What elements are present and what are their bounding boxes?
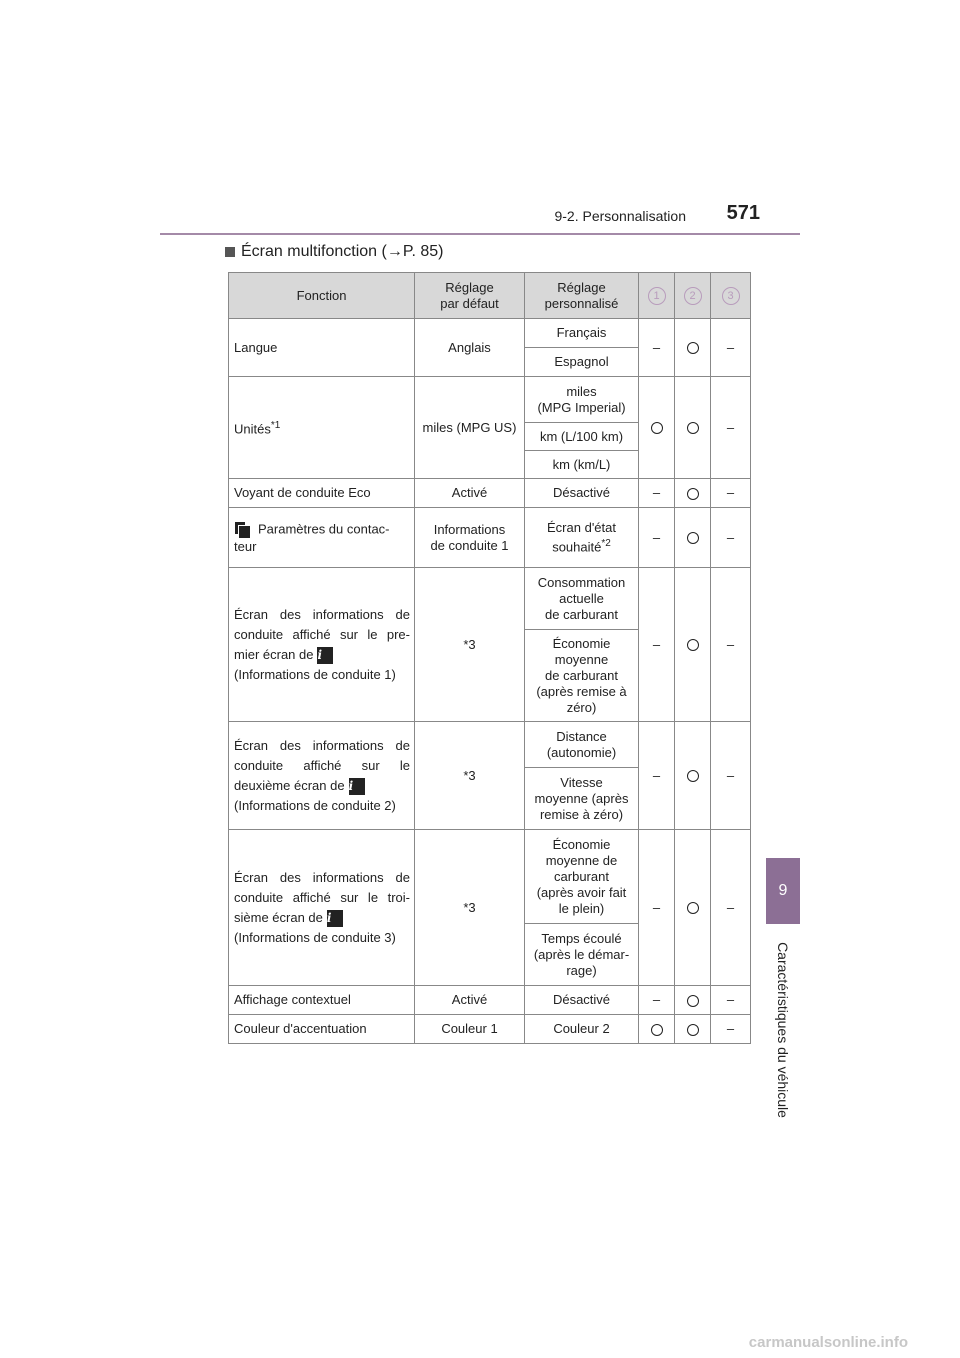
circle-mark-icon bbox=[687, 902, 699, 914]
mark-col-2 bbox=[675, 1015, 711, 1044]
header-col-1 bbox=[639, 273, 675, 319]
row-custom: Couleur 2 bbox=[525, 1015, 639, 1044]
circle-mark-icon bbox=[687, 995, 699, 1007]
info-icon: i bbox=[327, 910, 343, 927]
dash-mark: – bbox=[726, 992, 735, 1007]
chapter-label bbox=[768, 940, 798, 1120]
mark-col-2 bbox=[675, 508, 711, 568]
table-row bbox=[229, 986, 751, 1015]
circle-mark-icon bbox=[687, 422, 699, 434]
row-custom: Désactivé bbox=[525, 479, 639, 508]
function-text: Écran des informations de conduite affiché sur le deuxième écran de bbox=[234, 737, 410, 793]
row-custom: km (km/L) bbox=[525, 451, 639, 479]
circled-1-icon: 1 bbox=[648, 287, 666, 305]
row-default: Activé bbox=[415, 986, 525, 1015]
watermark bbox=[0, 1330, 960, 1358]
footnote-mark: *3 bbox=[463, 767, 476, 783]
mark-col-1 bbox=[639, 830, 675, 986]
circle-mark-icon bbox=[651, 1024, 663, 1036]
function-text: Écran des informations de conduite affiché sur le pre-mier écran de bbox=[234, 606, 410, 662]
footnote-mark: *3 bbox=[463, 636, 476, 652]
table-row bbox=[229, 479, 751, 508]
row-custom: miles (MPG Imperial) bbox=[525, 377, 639, 423]
row-default: Informations de conduite 1 bbox=[415, 508, 525, 568]
mark-col-3 bbox=[711, 722, 751, 830]
row-custom: Désactivé bbox=[525, 986, 639, 1015]
mark-col-2 bbox=[675, 722, 711, 830]
function-text: Écran des informations de conduite affiché sur le troi-sième écran de bbox=[234, 869, 410, 925]
header-section-title: 9-2. Personnalisation bbox=[554, 208, 686, 224]
header-function: Fonction bbox=[229, 273, 415, 319]
footnote-mark: *1 bbox=[270, 419, 281, 431]
dash-mark: – bbox=[726, 636, 735, 652]
row-default: Activé bbox=[415, 479, 525, 508]
row-function bbox=[229, 722, 415, 830]
mark-col-3 bbox=[711, 986, 751, 1015]
header-custom: Réglage personnalisé bbox=[525, 273, 639, 319]
mark-col-3 bbox=[711, 508, 751, 568]
custom-text: Écran d'état souhaité bbox=[547, 519, 616, 555]
circle-mark-icon bbox=[651, 422, 663, 434]
table-row bbox=[229, 722, 751, 768]
header-default: Réglage par défaut bbox=[415, 273, 525, 319]
table-row bbox=[229, 377, 751, 423]
info-icon: i bbox=[317, 647, 333, 664]
row-custom: Français bbox=[525, 319, 639, 348]
chapter-label-text: Caractéristiques du véhicule bbox=[775, 942, 791, 1118]
section-title-text: Écran multifonction (→P. 85) bbox=[241, 243, 444, 260]
row-default bbox=[415, 568, 525, 722]
row-default: miles (MPG US) bbox=[415, 377, 525, 479]
mark-col-1 bbox=[639, 722, 675, 830]
function-text: Paramètres du contac- teur bbox=[234, 520, 390, 554]
row-function bbox=[229, 568, 415, 722]
circle-mark-icon bbox=[687, 639, 699, 651]
dash-mark: – bbox=[652, 529, 661, 545]
row-default bbox=[415, 722, 525, 830]
mark-col-1 bbox=[639, 1015, 675, 1044]
dash-mark: – bbox=[652, 767, 661, 783]
mark-col-1 bbox=[639, 508, 675, 568]
mark-col-3 bbox=[711, 1015, 751, 1044]
row-custom: Vitesse moyenne (après remise à zéro) bbox=[525, 768, 639, 830]
header-rule bbox=[160, 233, 800, 235]
section-heading bbox=[225, 243, 443, 261]
row-function bbox=[229, 377, 415, 479]
row-function bbox=[229, 830, 415, 986]
dash-mark: – bbox=[726, 529, 735, 545]
mark-col-2 bbox=[675, 319, 711, 377]
dash-mark: – bbox=[726, 419, 735, 435]
circle-mark-icon bbox=[687, 532, 699, 544]
dash-mark: – bbox=[652, 636, 661, 652]
table-row bbox=[229, 830, 751, 924]
function-subtext: (Informations de conduite 1) bbox=[234, 666, 396, 682]
circle-mark-icon bbox=[687, 770, 699, 782]
row-custom: Consommation actuelle de carburant bbox=[525, 568, 639, 630]
chapter-number: 9 bbox=[778, 882, 788, 899]
row-default: Anglais bbox=[415, 319, 525, 377]
mark-col-1 bbox=[639, 479, 675, 508]
row-custom: Économie moyenne de carburant (après avoir fait le plein) bbox=[525, 830, 639, 924]
row-custom: Temps écoulé (après le démar- rage) bbox=[525, 924, 639, 986]
function-text: Unités bbox=[234, 421, 271, 437]
row-function: Couleur d'accentuation bbox=[229, 1015, 415, 1044]
table-row bbox=[229, 568, 751, 630]
mark-col-2 bbox=[675, 479, 711, 508]
mark-col-3 bbox=[711, 319, 751, 377]
circle-mark-icon bbox=[687, 488, 699, 500]
mark-col-3 bbox=[711, 479, 751, 508]
mark-col-3 bbox=[711, 568, 751, 722]
table-header-row bbox=[229, 273, 751, 319]
mark-col-3 bbox=[711, 377, 751, 479]
page-header bbox=[160, 200, 800, 236]
dash-mark: – bbox=[726, 767, 735, 783]
row-custom bbox=[525, 508, 639, 568]
row-function: Affichage contextuel bbox=[229, 986, 415, 1015]
circled-3-icon: 3 bbox=[722, 287, 740, 305]
footnote-mark: *3 bbox=[463, 899, 476, 915]
watermark-text: carmanualsonline.info bbox=[748, 1334, 908, 1351]
circle-mark-icon bbox=[687, 1024, 699, 1036]
square-bullet-icon bbox=[225, 247, 235, 257]
row-custom: Économie moyenne de carburant (après remise à zéro) bbox=[525, 630, 639, 722]
mark-col-1 bbox=[639, 319, 675, 377]
row-function bbox=[229, 508, 415, 568]
mark-col-2 bbox=[675, 830, 711, 986]
dash-mark: – bbox=[726, 899, 735, 915]
dash-mark: – bbox=[652, 339, 661, 355]
row-custom: km (L/100 km) bbox=[525, 423, 639, 451]
info-icon: i bbox=[349, 778, 365, 795]
header-col-3 bbox=[711, 273, 751, 319]
dash-mark: – bbox=[652, 485, 661, 500]
row-default: Couleur 1 bbox=[415, 1015, 525, 1044]
dash-mark: – bbox=[726, 485, 735, 500]
mark-col-2 bbox=[675, 377, 711, 479]
mark-col-1 bbox=[639, 377, 675, 479]
chapter-tab bbox=[766, 858, 800, 924]
row-default bbox=[415, 830, 525, 986]
mark-col-2 bbox=[675, 986, 711, 1015]
function-subtext: (Informations de conduite 2) bbox=[234, 797, 396, 813]
table-row bbox=[229, 319, 751, 348]
header-col-2 bbox=[675, 273, 711, 319]
dash-mark: – bbox=[726, 1021, 735, 1036]
dash-mark: – bbox=[726, 339, 735, 355]
mark-col-3 bbox=[711, 830, 751, 986]
table-row bbox=[229, 508, 751, 568]
dash-mark: – bbox=[652, 899, 661, 915]
mark-col-1 bbox=[639, 986, 675, 1015]
circled-2-icon: 2 bbox=[684, 287, 702, 305]
mark-col-2 bbox=[675, 568, 711, 722]
table-row bbox=[229, 1015, 751, 1044]
dash-mark: – bbox=[652, 992, 661, 1007]
function-subtext: (Informations de conduite 3) bbox=[234, 929, 396, 945]
footnote-mark: *2 bbox=[601, 537, 611, 549]
switch-icon bbox=[234, 521, 252, 539]
row-function: Langue bbox=[229, 319, 415, 377]
settings-table bbox=[228, 272, 751, 1044]
circle-mark-icon bbox=[687, 342, 699, 354]
page-number: 571 bbox=[726, 202, 760, 224]
row-custom: Distance (autonomie) bbox=[525, 722, 639, 768]
row-function: Voyant de conduite Eco bbox=[229, 479, 415, 508]
mark-col-1 bbox=[639, 568, 675, 722]
row-custom: Espagnol bbox=[525, 348, 639, 377]
